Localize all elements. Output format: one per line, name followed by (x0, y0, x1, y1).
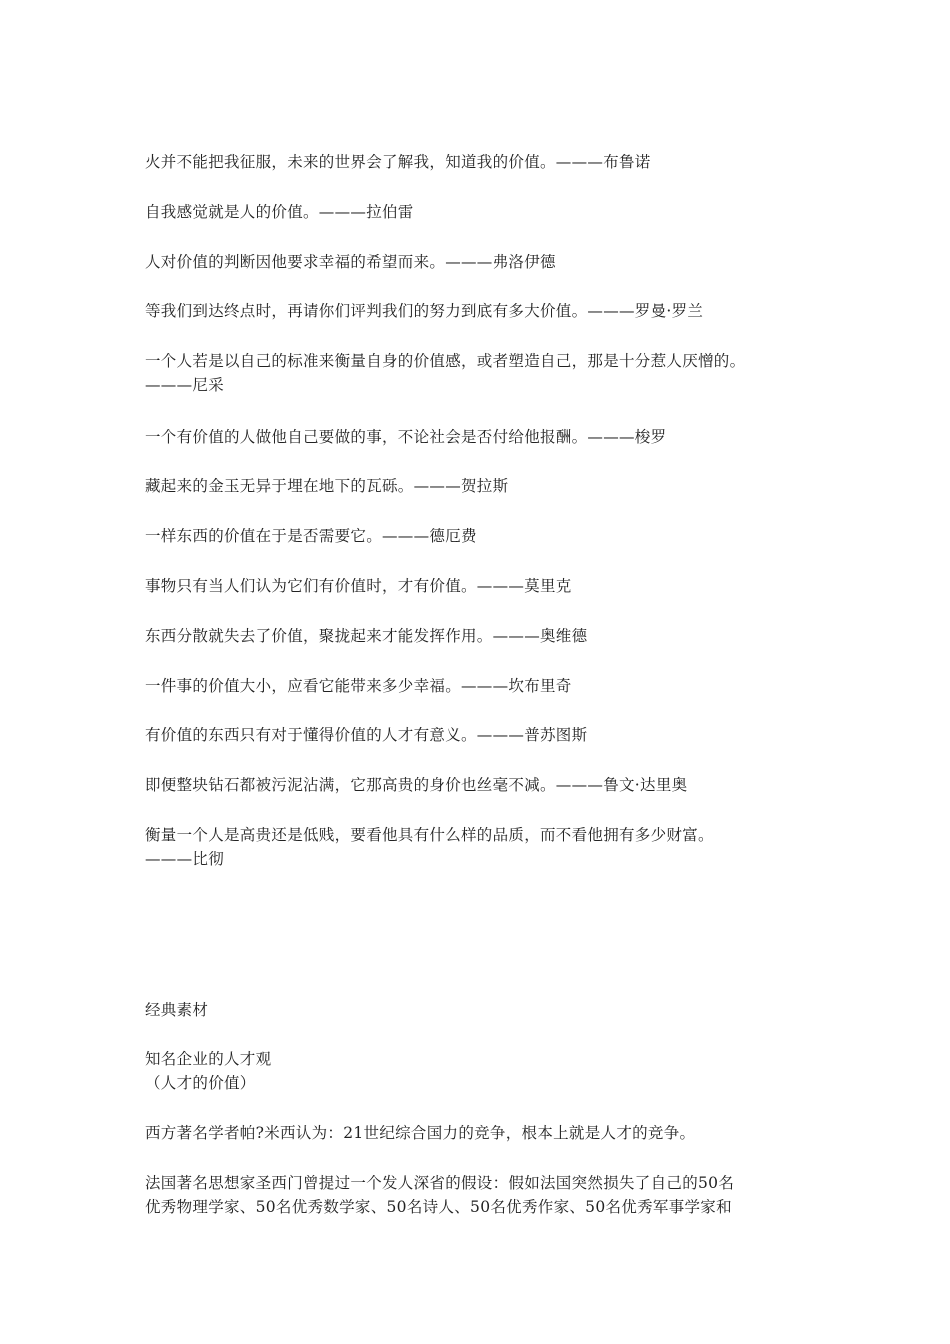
quote-13: 即便整块钻石都被污泥沾满，它那高贵的身价也丝毫不减。———鲁文·达里奥 (145, 776, 688, 794)
section-heading: 经典素材 (145, 1001, 209, 1019)
paragraph-2: 法国著名思想家圣西门曾提过一个发人深省的假设：假如法国突然损失了自己的50名 优秀物理学家、50名优秀数学家、50名诗人、50名优秀作家、50名优秀军事学家和 (145, 1174, 735, 1216)
quote-9: 事物只有当人们认为它们有价值时，才有价值。———莫里克 (145, 577, 572, 595)
quote-10: 东西分散就失去了价值，聚拢起来才能发挥作用。———奥维德 (145, 627, 588, 645)
quote-1: 火并不能把我征服，未来的世界会了解我，知道我的价值。———布鲁诺 (145, 153, 651, 171)
quote-3: 人对价值的判断因他要求幸福的希望而来。———弗洛伊德 (145, 253, 556, 271)
quote-12: 有价值的东西只有对于懂得价值的人才有意义。———普苏图斯 (145, 726, 588, 744)
quote-14: 衡量一个人是高贵还是低贱，要看他具有什么样的品质，而不看他拥有多少财富。 ———比彻 (145, 826, 714, 868)
quote-4: 等我们到达终点时，再请你们评判我们的努力到底有多大价值。———罗曼·罗兰 (145, 302, 704, 320)
paragraph-1: 西方著名学者帕?米西认为：21世纪综合国力的竞争，根本上就是人才的竞争。 (145, 1124, 696, 1142)
quote-2: 自我感觉就是人的价值。———拉伯雷 (145, 203, 414, 221)
quote-6: 一个有价值的人做他自己要做的事，不论社会是否付给他报酬。———梭罗 (145, 428, 667, 446)
quote-7: 藏起来的金玉无异于埋在地下的瓦砾。———贺拉斯 (145, 477, 509, 495)
article-title: 知名企业的人才观 （人才的价值） (145, 1050, 272, 1092)
quote-11: 一件事的价值大小，应看它能带来多少幸福。———坎布里奇 (145, 677, 572, 695)
quote-5: 一个人若是以自己的标准来衡量自身的价值感，或者塑造自己，那是十分惹人厌憎的。 ———尼采 (145, 352, 746, 394)
quote-8: 一样东西的价值在于是否需要它。———德厄费 (145, 527, 477, 545)
